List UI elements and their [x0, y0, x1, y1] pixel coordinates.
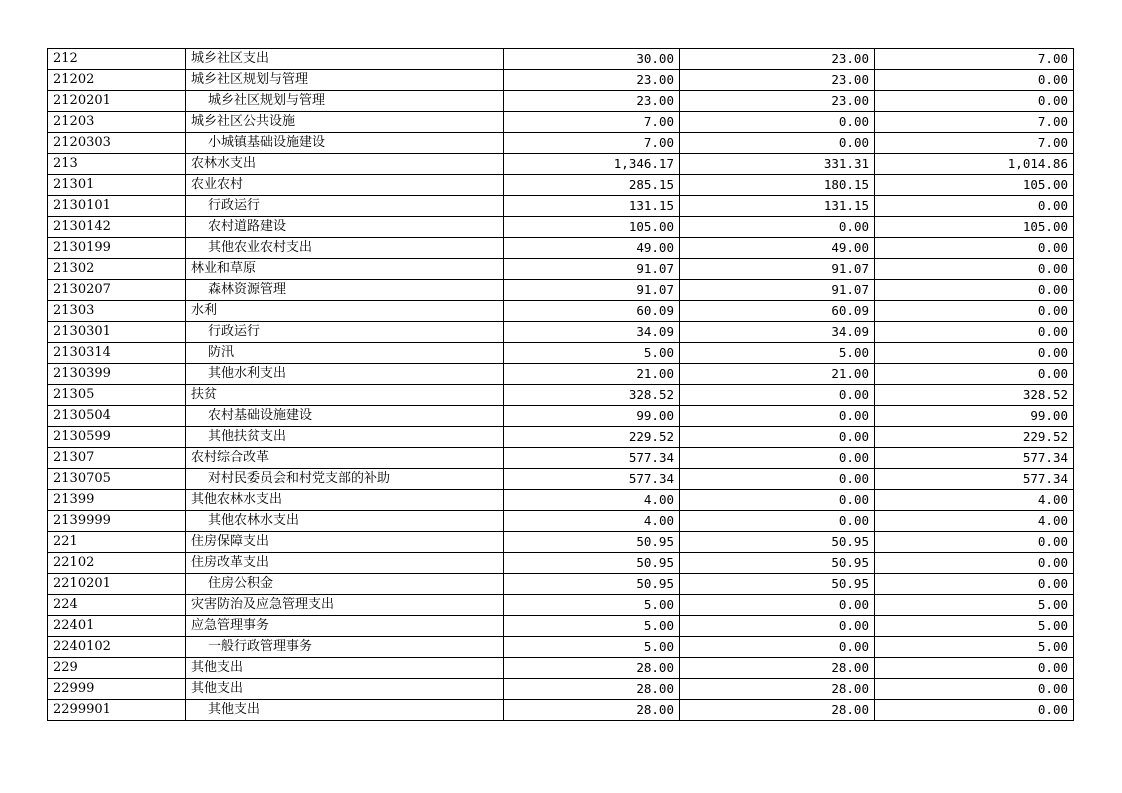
project-expenditure-cell: 0.00 — [875, 700, 1074, 721]
project-expenditure-cell: 0.00 — [875, 91, 1074, 112]
total-amount-cell: 23.00 — [504, 70, 680, 91]
subject-code-cell: 212 — [48, 49, 186, 70]
table-row — [48, 175, 1074, 196]
total-amount-cell: 91.07 — [504, 259, 680, 280]
basic-expenditure-cell: 28.00 — [680, 658, 875, 679]
subject-code-cell: 21399 — [48, 490, 186, 511]
subject-name-cell: 农林水支出 — [186, 154, 504, 175]
basic-expenditure-cell: 21.00 — [680, 364, 875, 385]
basic-expenditure-cell: 23.00 — [680, 91, 875, 112]
subject-name-cell: 其他水利支出 — [186, 364, 504, 385]
subject-name-cell: 行政运行 — [186, 322, 504, 343]
basic-expenditure-cell: 0.00 — [680, 595, 875, 616]
subject-name-cell: 农村综合改革 — [186, 448, 504, 469]
subject-code-cell: 21307 — [48, 448, 186, 469]
total-amount-cell: 577.34 — [504, 448, 680, 469]
total-amount-cell: 328.52 — [504, 385, 680, 406]
table-row — [48, 154, 1074, 175]
table-row — [48, 553, 1074, 574]
table-row — [48, 280, 1074, 301]
subject-name-cell: 城乡社区公共设施 — [186, 112, 504, 133]
table-row — [48, 511, 1074, 532]
basic-expenditure-cell: 23.00 — [680, 49, 875, 70]
basic-expenditure-cell: 131.15 — [680, 196, 875, 217]
total-amount-cell: 34.09 — [504, 322, 680, 343]
subject-name-cell: 其他农林水支出 — [186, 490, 504, 511]
table-row — [48, 595, 1074, 616]
subject-name-cell: 农业农村 — [186, 175, 504, 196]
total-amount-cell: 49.00 — [504, 238, 680, 259]
subject-code-cell: 2139999 — [48, 511, 186, 532]
subject-code-cell: 2130207 — [48, 280, 186, 301]
project-expenditure-cell: 5.00 — [875, 637, 1074, 658]
project-expenditure-cell: 0.00 — [875, 280, 1074, 301]
total-amount-cell: 21.00 — [504, 364, 680, 385]
project-expenditure-cell: 0.00 — [875, 301, 1074, 322]
subject-name-cell: 应急管理事务 — [186, 616, 504, 637]
project-expenditure-cell: 328.52 — [875, 385, 1074, 406]
table-body — [48, 49, 1074, 721]
subject-code-cell: 2130504 — [48, 406, 186, 427]
total-amount-cell: 91.07 — [504, 280, 680, 301]
total-amount-cell: 4.00 — [504, 511, 680, 532]
total-amount-cell: 5.00 — [504, 595, 680, 616]
subject-name-cell: 城乡社区规划与管理 — [186, 70, 504, 91]
subject-name-cell: 其他支出 — [186, 700, 504, 721]
table-row — [48, 679, 1074, 700]
basic-expenditure-cell: 0.00 — [680, 406, 875, 427]
subject-name-cell: 林业和草原 — [186, 259, 504, 280]
subject-code-cell: 22401 — [48, 616, 186, 637]
project-expenditure-cell: 0.00 — [875, 259, 1074, 280]
project-expenditure-cell: 577.34 — [875, 469, 1074, 490]
project-expenditure-cell: 5.00 — [875, 595, 1074, 616]
total-amount-cell: 5.00 — [504, 616, 680, 637]
subject-name-cell: 小城镇基础设施建设 — [186, 133, 504, 154]
subject-code-cell: 2130199 — [48, 238, 186, 259]
subject-code-cell: 21301 — [48, 175, 186, 196]
basic-expenditure-cell: 0.00 — [680, 637, 875, 658]
project-expenditure-cell: 105.00 — [875, 217, 1074, 238]
subject-code-cell: 2130705 — [48, 469, 186, 490]
subject-code-cell: 2130301 — [48, 322, 186, 343]
total-amount-cell: 30.00 — [504, 49, 680, 70]
subject-code-cell: 213 — [48, 154, 186, 175]
total-amount-cell: 4.00 — [504, 490, 680, 511]
project-expenditure-cell: 105.00 — [875, 175, 1074, 196]
subject-name-cell: 灾害防治及应急管理支出 — [186, 595, 504, 616]
subject-code-cell: 2130101 — [48, 196, 186, 217]
project-expenditure-cell: 4.00 — [875, 511, 1074, 532]
total-amount-cell: 50.95 — [504, 574, 680, 595]
total-amount-cell: 28.00 — [504, 679, 680, 700]
subject-name-cell: 住房公积金 — [186, 574, 504, 595]
total-amount-cell: 50.95 — [504, 532, 680, 553]
subject-name-cell: 森林资源管理 — [186, 280, 504, 301]
subject-name-cell: 其他农林水支出 — [186, 511, 504, 532]
subject-name-cell: 其他扶贫支出 — [186, 427, 504, 448]
total-amount-cell: 5.00 — [504, 637, 680, 658]
table-row — [48, 574, 1074, 595]
subject-code-cell: 2120303 — [48, 133, 186, 154]
basic-expenditure-cell: 50.95 — [680, 553, 875, 574]
project-expenditure-cell: 0.00 — [875, 196, 1074, 217]
subject-name-cell: 住房保障支出 — [186, 532, 504, 553]
project-expenditure-cell: 5.00 — [875, 616, 1074, 637]
basic-expenditure-cell: 0.00 — [680, 427, 875, 448]
total-amount-cell: 105.00 — [504, 217, 680, 238]
budget-expenditure-table — [47, 48, 1074, 721]
subject-code-cell: 2210201 — [48, 574, 186, 595]
total-amount-cell: 1,346.17 — [504, 154, 680, 175]
basic-expenditure-cell: 0.00 — [680, 448, 875, 469]
project-expenditure-cell: 0.00 — [875, 532, 1074, 553]
project-expenditure-cell: 1,014.86 — [875, 154, 1074, 175]
subject-code-cell: 2130142 — [48, 217, 186, 238]
subject-name-cell: 城乡社区支出 — [186, 49, 504, 70]
subject-name-cell: 其他农业农村支出 — [186, 238, 504, 259]
project-expenditure-cell: 7.00 — [875, 133, 1074, 154]
basic-expenditure-cell: 49.00 — [680, 238, 875, 259]
subject-code-cell: 2130399 — [48, 364, 186, 385]
subject-code-cell: 2130599 — [48, 427, 186, 448]
basic-expenditure-cell: 28.00 — [680, 700, 875, 721]
table-row — [48, 658, 1074, 679]
basic-expenditure-cell: 0.00 — [680, 385, 875, 406]
basic-expenditure-cell: 0.00 — [680, 133, 875, 154]
basic-expenditure-cell: 60.09 — [680, 301, 875, 322]
total-amount-cell: 7.00 — [504, 112, 680, 133]
subject-name-cell: 对村民委员会和村党支部的补助 — [186, 469, 504, 490]
subject-name-cell: 防汛 — [186, 343, 504, 364]
total-amount-cell: 23.00 — [504, 91, 680, 112]
project-expenditure-cell: 229.52 — [875, 427, 1074, 448]
total-amount-cell: 60.09 — [504, 301, 680, 322]
total-amount-cell: 28.00 — [504, 658, 680, 679]
basic-expenditure-cell: 0.00 — [680, 511, 875, 532]
project-expenditure-cell: 0.00 — [875, 238, 1074, 259]
subject-name-cell: 其他支出 — [186, 658, 504, 679]
basic-expenditure-cell: 5.00 — [680, 343, 875, 364]
project-expenditure-cell: 0.00 — [875, 574, 1074, 595]
subject-name-cell: 一般行政管理事务 — [186, 637, 504, 658]
subject-name-cell: 行政运行 — [186, 196, 504, 217]
project-expenditure-cell: 4.00 — [875, 490, 1074, 511]
total-amount-cell: 5.00 — [504, 343, 680, 364]
subject-name-cell: 农村基础设施建设 — [186, 406, 504, 427]
total-amount-cell: 7.00 — [504, 133, 680, 154]
subject-code-cell: 224 — [48, 595, 186, 616]
table-row — [48, 217, 1074, 238]
subject-name-cell: 扶贫 — [186, 385, 504, 406]
table-row — [48, 448, 1074, 469]
subject-code-cell: 21303 — [48, 301, 186, 322]
subject-code-cell: 2240102 — [48, 637, 186, 658]
basic-expenditure-cell: 91.07 — [680, 280, 875, 301]
subject-code-cell: 2130314 — [48, 343, 186, 364]
basic-expenditure-cell: 0.00 — [680, 112, 875, 133]
basic-expenditure-cell: 91.07 — [680, 259, 875, 280]
table-row — [48, 91, 1074, 112]
project-expenditure-cell: 7.00 — [875, 49, 1074, 70]
table-row — [48, 238, 1074, 259]
project-expenditure-cell: 0.00 — [875, 70, 1074, 91]
table-row — [48, 196, 1074, 217]
subject-code-cell: 229 — [48, 658, 186, 679]
subject-code-cell: 2299901 — [48, 700, 186, 721]
subject-code-cell: 221 — [48, 532, 186, 553]
project-expenditure-cell: 0.00 — [875, 553, 1074, 574]
project-expenditure-cell: 0.00 — [875, 679, 1074, 700]
subject-code-cell: 21305 — [48, 385, 186, 406]
table-row — [48, 70, 1074, 91]
table-row — [48, 532, 1074, 553]
total-amount-cell: 50.95 — [504, 553, 680, 574]
total-amount-cell: 99.00 — [504, 406, 680, 427]
subject-code-cell: 21302 — [48, 259, 186, 280]
table-row — [48, 385, 1074, 406]
total-amount-cell: 577.34 — [504, 469, 680, 490]
project-expenditure-cell: 0.00 — [875, 364, 1074, 385]
basic-expenditure-cell: 23.00 — [680, 70, 875, 91]
table-row — [48, 49, 1074, 70]
project-expenditure-cell: 577.34 — [875, 448, 1074, 469]
table-row — [48, 301, 1074, 322]
table-row — [48, 322, 1074, 343]
table-row — [48, 637, 1074, 658]
basic-expenditure-cell: 50.95 — [680, 574, 875, 595]
total-amount-cell: 229.52 — [504, 427, 680, 448]
table-row — [48, 700, 1074, 721]
table-row — [48, 406, 1074, 427]
subject-name-cell: 水利 — [186, 301, 504, 322]
table-row — [48, 133, 1074, 154]
project-expenditure-cell: 7.00 — [875, 112, 1074, 133]
table-row — [48, 469, 1074, 490]
project-expenditure-cell: 0.00 — [875, 322, 1074, 343]
subject-code-cell: 2120201 — [48, 91, 186, 112]
basic-expenditure-cell: 0.00 — [680, 490, 875, 511]
basic-expenditure-cell: 331.31 — [680, 154, 875, 175]
table-row — [48, 364, 1074, 385]
project-expenditure-cell: 0.00 — [875, 658, 1074, 679]
table-row — [48, 343, 1074, 364]
basic-expenditure-cell: 50.95 — [680, 532, 875, 553]
basic-expenditure-cell: 0.00 — [680, 616, 875, 637]
subject-name-cell: 住房改革支出 — [186, 553, 504, 574]
total-amount-cell: 131.15 — [504, 196, 680, 217]
basic-expenditure-cell: 28.00 — [680, 679, 875, 700]
basic-expenditure-cell: 0.00 — [680, 217, 875, 238]
project-expenditure-cell: 99.00 — [875, 406, 1074, 427]
table-row — [48, 427, 1074, 448]
total-amount-cell: 285.15 — [504, 175, 680, 196]
table-row — [48, 490, 1074, 511]
subject-code-cell: 21203 — [48, 112, 186, 133]
subject-name-cell: 其他支出 — [186, 679, 504, 700]
subject-code-cell: 22999 — [48, 679, 186, 700]
basic-expenditure-cell: 34.09 — [680, 322, 875, 343]
subject-name-cell: 城乡社区规划与管理 — [186, 91, 504, 112]
total-amount-cell: 28.00 — [504, 700, 680, 721]
table-row — [48, 112, 1074, 133]
project-expenditure-cell: 0.00 — [875, 343, 1074, 364]
table-row — [48, 259, 1074, 280]
basic-expenditure-cell: 180.15 — [680, 175, 875, 196]
subject-name-cell: 农村道路建设 — [186, 217, 504, 238]
subject-code-cell: 21202 — [48, 70, 186, 91]
basic-expenditure-cell: 0.00 — [680, 469, 875, 490]
subject-code-cell: 22102 — [48, 553, 186, 574]
table-row — [48, 616, 1074, 637]
